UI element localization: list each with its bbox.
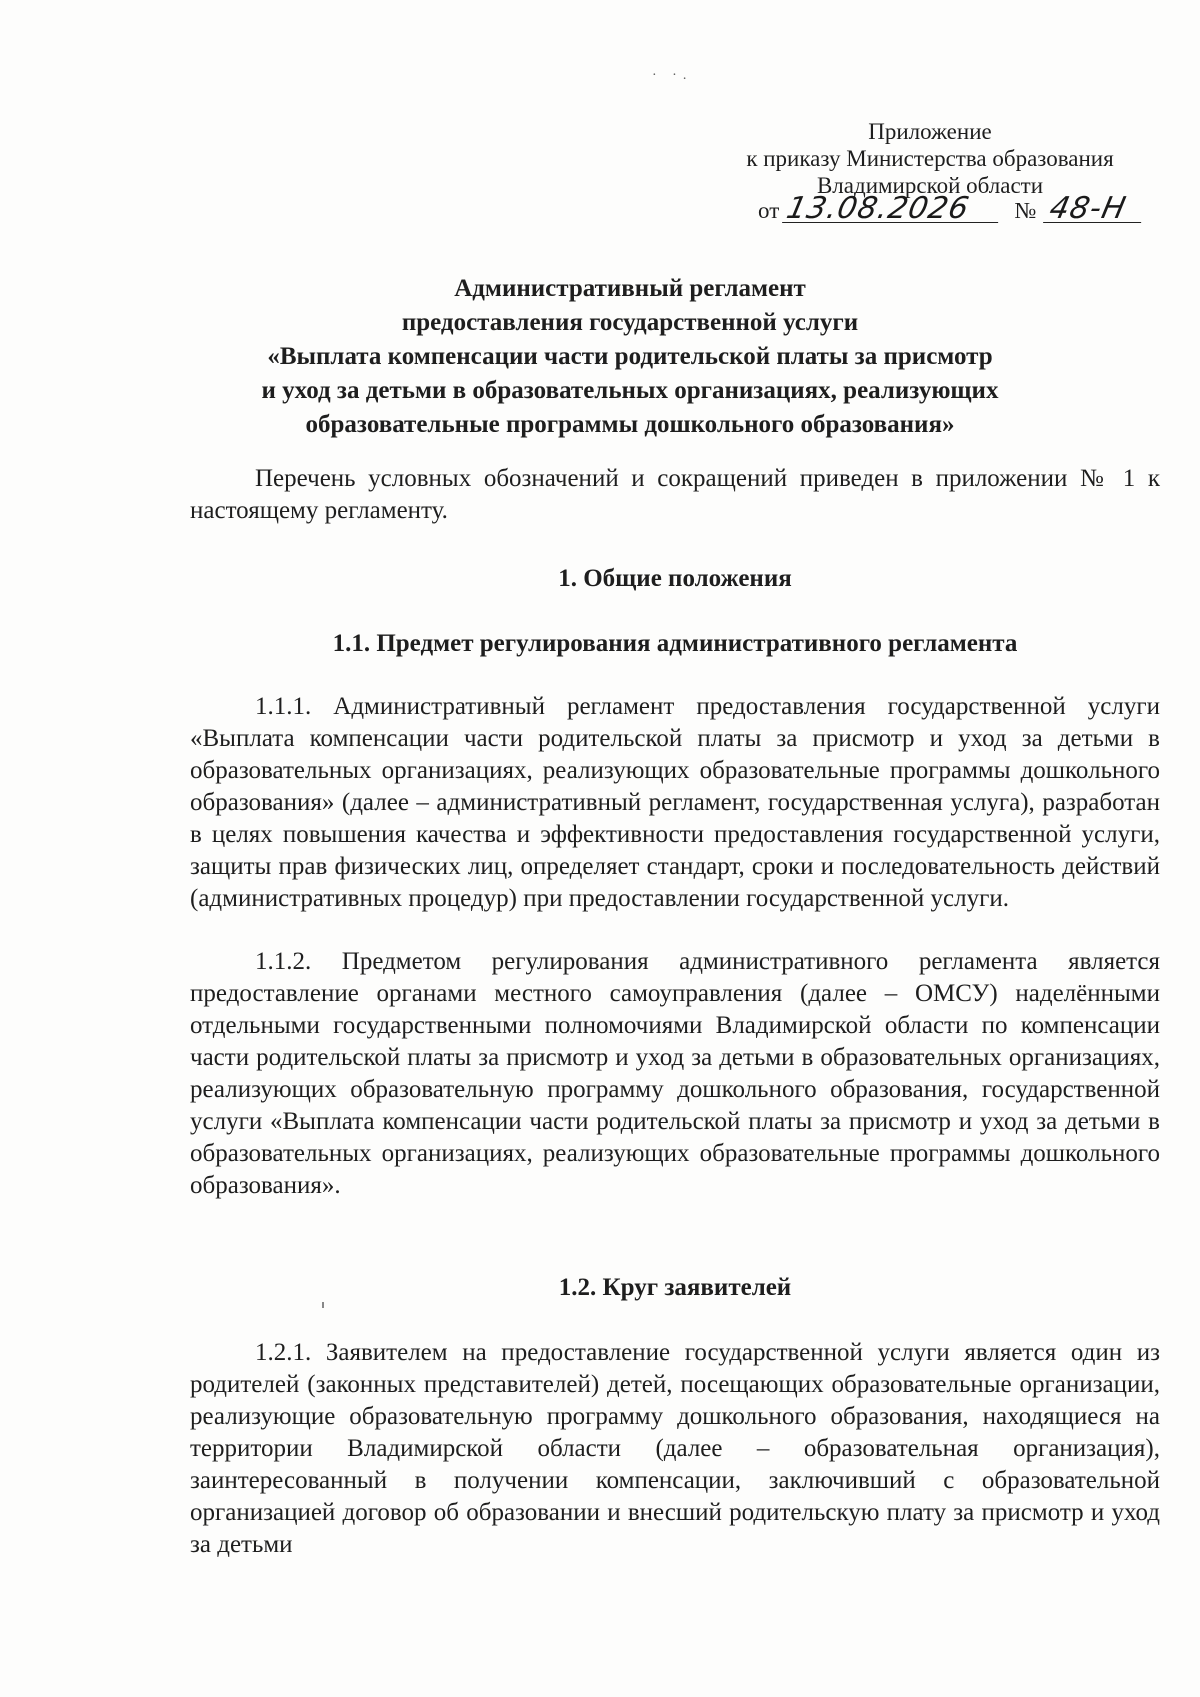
- handwritten-number: 48-Н: [1043, 195, 1147, 223]
- section-1-heading: 1. Общие положения: [558, 565, 792, 592]
- intro-paragraph: Перечень условных обозначений и сокращений приведен в приложении № 1 к настоящему регламенту.: [190, 465, 1160, 524]
- section-1-2-heading: 1.2. Круг заявителей: [558, 1274, 792, 1301]
- document-title: [180, 272, 1080, 442]
- title-line-5: образовательные программы дошкольного образования»: [305, 411, 955, 438]
- order-date-number: [700, 191, 1160, 226]
- appendix-block: [700, 118, 1160, 224]
- appendix-region: Владимирской области: [816, 173, 1044, 198]
- title-line-4: и уход за детьми в образовательных организациях, реализующих: [261, 377, 999, 404]
- paragraph-1-1-2: 1.1.2. Предметом регулирования административного регламента является предоставление органами местного самоуправления (далее – ОМСУ) наделёнными отдельными государственными полномочиями Владимирской области по компенсации части родительской платы за присмотр и уход за детьми в образовательных организациях, реализующих образовательную программу дошкольного образования, государственной услуги «Выплата компенсации части родительской платы за присмотр и уход за детьми в образовательных организациях, реализующих образовательные программы дошкольного образования».: [190, 948, 1160, 1199]
- handwritten-date: 13.08.2026: [782, 195, 1004, 223]
- title-line-2: предоставления государственной услуги: [401, 309, 859, 336]
- date-prefix: от: [758, 198, 780, 223]
- scan-specks: · ·.: [652, 68, 693, 83]
- number-sign: №: [1014, 198, 1037, 223]
- paragraph-1-2-1: 1.2.1. Заявителем на предоставление государственной услуги является один из родителей (законных представителей) детей, посещающих образовательные организации, реализующие образовательную программу дошкольного образования, находящиеся на территории Владимирской области (далее – образовательная организация), заинтересованный в получении компенсации, заключивший с образовательной организацией договор об образовании и внесший родительскую плату за присмотр и уход за детьми: [190, 1339, 1160, 1558]
- section-1-1-heading: 1.1. Предмет регулирования административного регламента: [332, 630, 1018, 657]
- title-line-1: Административный регламент: [454, 275, 806, 302]
- paragraph-1-1-1: 1.1.1. Административный регламент предоставления государственной услуги «Выплата компенсации части родительской платы за присмотр и уход за детьми в образовательных организациях, реализующих образовательные программы дошкольного образования» (далее – административный регламент, государственная услуга), разработан в целях повышения качества и эффективности предоставления государственной услуги, защиты прав физических лиц, определяет стандарт, сроки и последовательность действий (административных процедур) при предоставлении государственной услуги.: [190, 693, 1160, 912]
- title-line-3: «Выплата компенсации части родительской платы за присмотр: [267, 343, 993, 370]
- appendix-order-ref: к приказу Министерства образования: [746, 146, 1114, 171]
- scan-mark: [322, 1302, 324, 1308]
- appendix-label: Приложение: [868, 119, 992, 144]
